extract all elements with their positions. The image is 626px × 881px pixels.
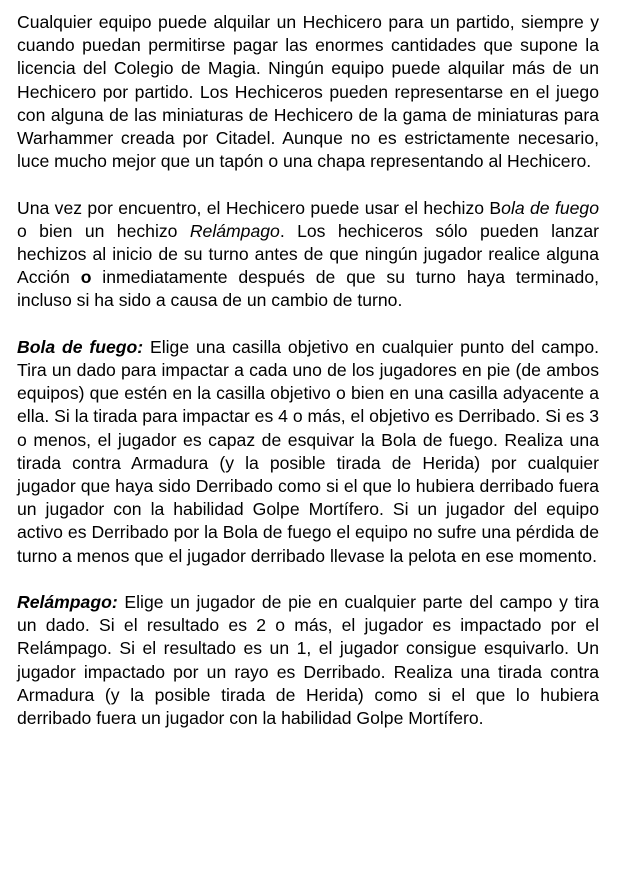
spell-usage-text-4: inmediatamente después de que su turno haya terminado, incluso si ha sido a causa de un cambio de turno.: [17, 267, 599, 311]
fireball-description: Elige una casilla objetivo en cualquier punto del campo. Tira un dado para impactar a cada uno de los jugadores en pie (de ambos equipos) que estén en la casilla objetivo o bien en una casilla adyacente a ella. Si la tirada para impactar es 4 o más, el objetivo es Derribado. Si es 3 o menos, el jugador es capaz de esquivar la Bola de fuego. Realiza una tirada contra Armadura (y la posible tirada de Herida) por cualquier jugador que haya sido Derribado como si el que lo hubiera derribado fuera un jugador con la habilidad Golpe Mortífero. Si un jugador del equipo activo es Derribado por la Bola de fuego el equipo no sufre una pérdida de turno a menos que el jugador derribado llevase la pelota en ese momento.: [17, 336, 599, 566]
lightning-term: Relámpago:: [17, 592, 118, 613]
paragraph-fireball: [17, 336, 599, 568]
lightning-name-italic: Relámpago: [189, 220, 280, 241]
lightning-description: Elige un jugador de pie en cualquier parte del campo y tira un dado. Si el resultado es 2 o más, el jugador es impactado por el Relámpago. Si el resultado es un 1, el jugador consigue esquivarlo. Un jugador impactado por un rayo es Derribado. Realiza una tirada contra Armadura (y la posible tirada de Herida) como si el que lo hubiera derribado fuera un jugador con la habilidad Golpe Mortífero.: [17, 592, 599, 729]
paragraph-spell-usage: [17, 197, 599, 313]
paragraph-wizard-hire: Cualquier equipo puede alquilar un Hechicero para un partido, siempre y cuando puedan permitirse pagar las enormes cantidades que supone la licencia del Colegio de Magia. Ningún equipo puede alquilar más de un Hechicero por partido. Los Hechiceros pueden representarse en el juego con alguna de las miniaturas de Hechicero de la gama de miniaturas para Warhammer creada por Citadel. Aunque no es estrictamente necesario, luce mucho mejor que un tapón o una chapa representando al Hechicero.: [17, 12, 599, 172]
spell-usage-text-1: Una vez por encuentro, el Hechicero puede usar el hechizo B: [17, 197, 502, 218]
document-page: [17, 11, 599, 730]
spell-usage-text-3: . Los hechiceros sólo pueden lanzar hechizos al inicio de su turno antes de que ningún jugador realice alguna Acción: [17, 220, 600, 288]
fireball-term: Bola de fuego:: [17, 336, 144, 357]
spell-usage-text-2: o bien un hechizo: [17, 220, 190, 241]
bold-or: o: [80, 267, 92, 288]
fireball-name-italic: ola de fuego: [501, 197, 599, 218]
paragraph-lightning: [17, 591, 599, 730]
